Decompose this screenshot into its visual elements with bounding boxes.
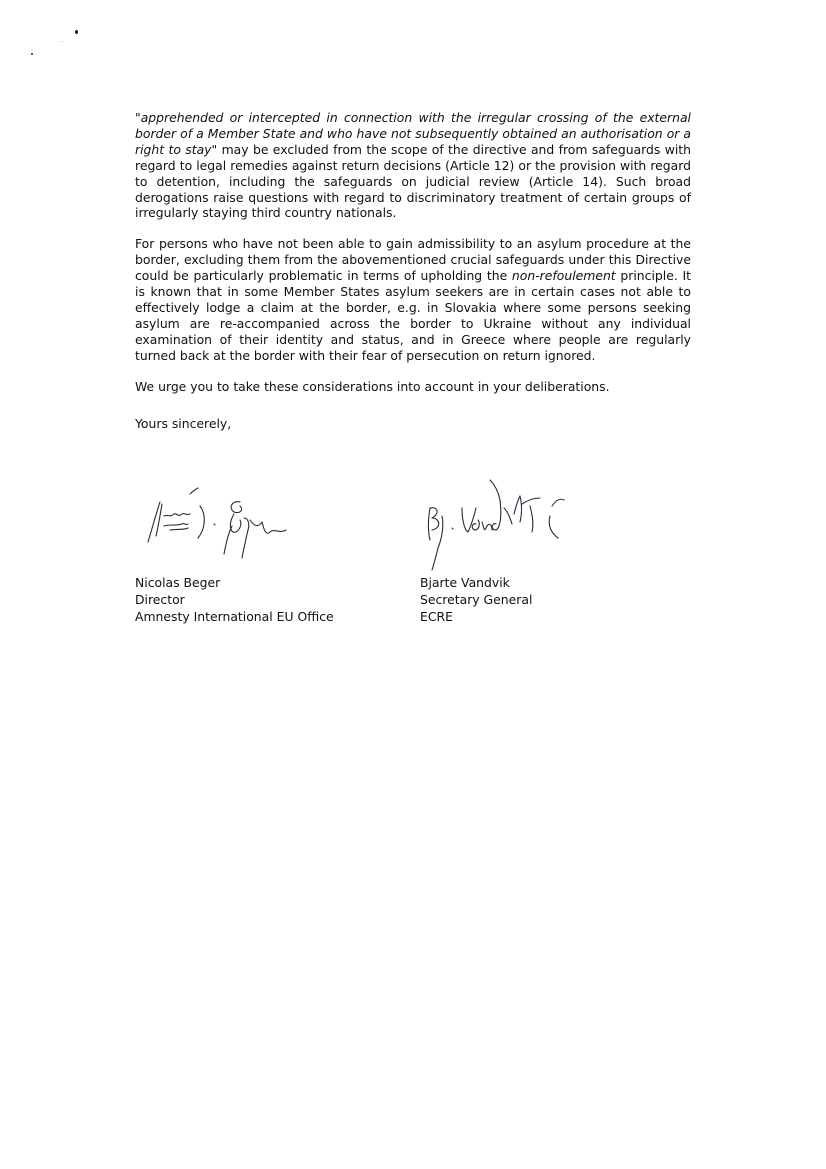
signature-scribble-right xyxy=(422,478,592,573)
paragraph-urge: We urge you to take these considerations into account in your deliberations. xyxy=(135,378,610,394)
paragraph-derogations: "apprehended or intercepted in connection with the irregular crossing of the external border of a Member State and who have not subsequently obtained an authorisation or a right to stay" may be excluded from the scope of the directive and from safeguards with regard to legal remedies against return decisions (Article 12) or the provision with regard to detention, including the safeguards on judicial review (Article 14). Such broad derogations raise questions with regard to discriminatory treatment of certain groups of irregularly staying third country nationals. xyxy=(135,110,692,221)
non-refoulement-term: non-refoulement xyxy=(511,268,616,284)
scan-speck xyxy=(75,30,78,34)
scan-speck xyxy=(62,41,63,42)
signatory-name: Bjarte Vandvik xyxy=(420,575,510,590)
signatory-left xyxy=(135,574,334,625)
signatory-name: Nicolas Beger xyxy=(135,575,221,590)
quoted-provision: apprehended or intercepted in connection with the irregular crossing of the external border of a Member State and who have not subsequently obtained an authorisation or a right to stay xyxy=(135,110,691,157)
closing-salutation: Yours sincerely, xyxy=(135,415,232,431)
scan-speck xyxy=(31,53,33,55)
signatory-title: Secretary General xyxy=(420,592,533,607)
signature-nicolas-beger xyxy=(140,484,310,564)
signature-scribble-left xyxy=(140,484,310,564)
signatory-organization: Amnesty International EU Office xyxy=(135,609,334,624)
signatory-title: Director xyxy=(135,592,185,607)
signatory-right xyxy=(420,574,532,625)
paragraph-non-refoulement: For persons who have not been able to gain admissibility to an asylum procedure at the border, excluding them from the abovementioned crucial safeguards under this Directive could be particularly problematic in terms of upholding the non-refoulement principle. It is known that in some Member States asylum seekers are in certain cases not able to effectively lodge a claim at the border, e.g. in Slovakia where some persons seeking asylum are re-accompanied across the border to Ukraine without any individual examination of their identity and status, and in Greece where people are regularly turned back at the border with their fear of persecution on return ignored. xyxy=(135,236,691,363)
signatory-organization: ECRE xyxy=(420,609,453,624)
signature-bjarte-vandvik xyxy=(422,478,592,573)
letter-body xyxy=(135,110,691,431)
